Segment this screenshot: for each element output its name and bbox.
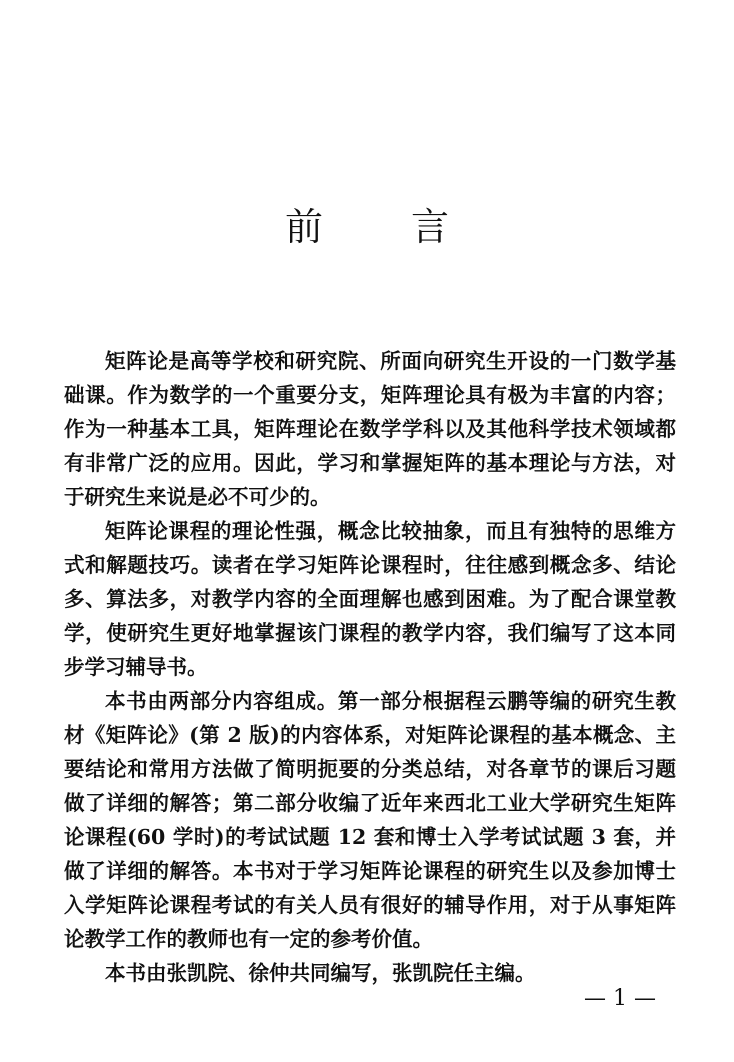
paragraph-4: 本书由张凯院、徐仲共同编写，张凯院任主编。	[105, 961, 536, 985]
title-char-1: 前	[284, 205, 323, 249]
paragraph-1: 矩阵论是高等学校和研究院、所面向研究生开设的一门数学基础课。作为数学的一个重要分支，矩阵理论具有极为丰富的内容；作为一种基本工具，矩阵理论在数学学科以及其他科学技术领域都有非常广泛的应用。因此，学习和掌握矩阵的基本理论与方法，对于研究生来说是必不可少的。	[64, 349, 676, 509]
preface-body	[64, 344, 676, 990]
page-number: — 1 —	[584, 986, 656, 1011]
paragraph-3: 本书由两部分内容组成。第一部分根据程云鹏等编的研究生教材《矩阵论》(第 2 版)的内容体系，对矩阵论课程的基本概念、主要结论和常用方法做了简明扼要的分类总结，对各章节的课后习题做了详细的解答；第二部分收编了近年来西北工业大学研究生矩阵论课程(60 学时)的考试试题 12 套和博士入学考试试题 3 套，并做了详细的解答。本书对于学习矩阵论课程的研究生以及参加博士入学矩阵论课程考试的有关人员有很好的辅导作用，对于从事矩阵论教学工作的教师也有一定的参考价值。	[64, 689, 676, 951]
page-title	[0, 196, 734, 251]
title-char-2: 言	[411, 205, 450, 249]
paragraph-2: 矩阵论课程的理论性强，概念比较抽象，而且有独特的思维方式和解题技巧。读者在学习矩阵论课程时，往往感到概念多、结论多、算法多，对教学内容的全面理解也感到困难。为了配合课堂教学，使研究生更好地掌握该门课程的教学内容，我们编写了这本同步学习辅导书。	[64, 519, 676, 679]
